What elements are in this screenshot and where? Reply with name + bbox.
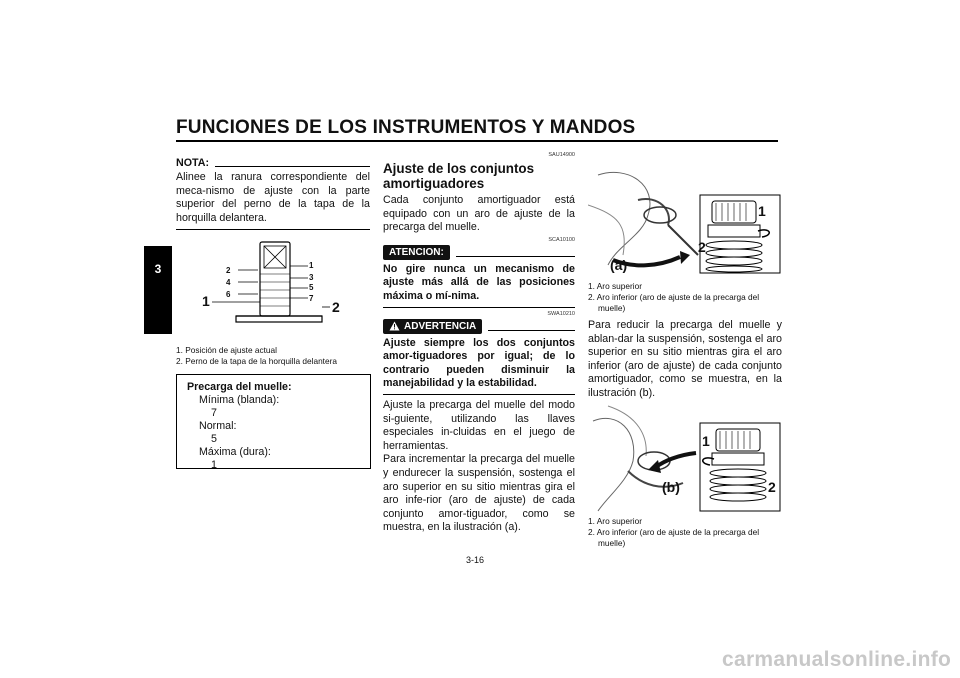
advertencia-label: ADVERTENCIA [404, 320, 477, 332]
spec-title: Precarga del muelle: [187, 381, 292, 393]
figure-b-photo [588, 401, 782, 514]
column-2 [383, 152, 575, 535]
spec-normal-label: Normal: [199, 420, 237, 432]
callout-1: 1 [202, 293, 210, 309]
page-header-title: FUNCIONES DE LOS INSTRUMENTOS Y MANDOS [176, 117, 636, 138]
fork-bolt-drawing [198, 232, 350, 332]
intro-text: Cada conjunto amortiguador está equipado con un aro de ajuste de la precarga del muelle. [383, 194, 575, 234]
advertencia-rule [488, 330, 575, 331]
bolt-label-3: 3 [309, 273, 314, 282]
advertencia-badge [383, 319, 482, 334]
chapter-tab [144, 246, 172, 334]
spec-normal-value: 5 [211, 433, 217, 445]
atencion-text: No gire nunca un mecanismo de ajuste más allá de las posiciones máxima o mí-nima. [383, 262, 575, 302]
atencion-rule [456, 256, 575, 257]
nota-label: NOTA: [176, 157, 210, 169]
nota-block [176, 157, 370, 230]
spec-min-label: Mínima (blanda): [199, 394, 280, 406]
ref-code: SCA10100 [548, 236, 575, 243]
figure-b-label: (b) [662, 479, 680, 495]
body-text-1: Ajuste la precarga del muelle del modo si-guiente, utilizando las llaves especiales in-cluidas en el juego de herramientas. [383, 398, 575, 452]
spec-min-value: 7 [211, 407, 217, 419]
callout-2: 2 [332, 299, 340, 315]
figure-a-label: (a) [610, 257, 628, 273]
figure-a-callout-1: 1 [758, 203, 766, 219]
caption-item: 1. Aro superior [588, 516, 642, 526]
atencion-end-rule [383, 307, 575, 308]
spec-max-label: Máxima (dura): [199, 446, 271, 458]
body-text-3: Para reducir la precarga del muelle y ablan-dar la suspensión, sostenga el aro superior en su sitio mientras gira el aro inferior (aro de ajuste) de cada conjunto amortiguador, como se muestra, en la ilustración (b). [588, 319, 782, 399]
figure-b-captions [588, 516, 782, 549]
chapter-number: 3 [154, 262, 162, 276]
caption-item: 2. Perno de la tapa de la horquilla delantera [176, 356, 337, 366]
figure-b-drawing [588, 401, 782, 514]
spec-box [176, 374, 371, 469]
nota-rule [215, 166, 370, 167]
bolt-label-2: 2 [226, 266, 231, 275]
section-heading: Ajuste de los conjuntos amortiguadores [383, 161, 535, 191]
body-text-2: Para incrementar la precarga del muelle y endurecer la suspensión, sostenga el aro superior en su sitio mientras gira el aro infe-rior (aro de ajuste) de cada conjunto amor-tiguador, como se muestra, en la ilustración (a). [383, 453, 575, 534]
nota-text: Alinee la ranura correspondiente del meca-nismo de ajuste con la parte superior del perno de la tapa de la horquilla delantera. [176, 171, 370, 224]
ref-code: SWA10210 [547, 310, 575, 317]
nota-end-rule [176, 229, 370, 230]
bolt-label-4: 4 [226, 278, 231, 287]
ref-code: SAU14900 [548, 152, 575, 158]
warning-icon [389, 321, 400, 331]
bolt-label-7: 7 [309, 294, 314, 303]
caption-item: 2. Aro inferior (aro de ajuste de la precarga del muelle) [588, 527, 760, 548]
figure-a-captions [588, 281, 782, 314]
page-number: 3-16 [466, 555, 485, 565]
caption-item: 1. Aro superior [588, 281, 642, 291]
bolt-label-1: 1 [309, 261, 314, 270]
header-rule [176, 140, 778, 142]
watermark: carmanualsonline.info [722, 648, 952, 671]
fork-bolt-figure [198, 232, 350, 332]
figure-b-callout-2: 2 [768, 479, 776, 495]
caption-item: 2. Aro inferior (aro de ajuste de la precarga del muelle) [588, 292, 760, 313]
spec-max-value: 1 [211, 459, 217, 471]
figure1-captions [176, 345, 370, 367]
figure-b-callout-1: 1 [702, 433, 710, 449]
bolt-label-5: 5 [309, 283, 314, 292]
caption-item: 1. Posición de ajuste actual [176, 345, 278, 355]
atencion-badge: ATENCION: [383, 245, 450, 260]
bolt-label-6: 6 [226, 290, 231, 299]
figure-a-callout-2: 2 [698, 239, 706, 255]
figure-a-photo [588, 165, 782, 278]
advertencia-end-rule [383, 394, 575, 395]
advertencia-text: Ajuste siempre los dos conjuntos amor-tiguadores por igual; de lo contrario pueden disminuir la manejabilidad y la estabilidad. [383, 336, 575, 390]
